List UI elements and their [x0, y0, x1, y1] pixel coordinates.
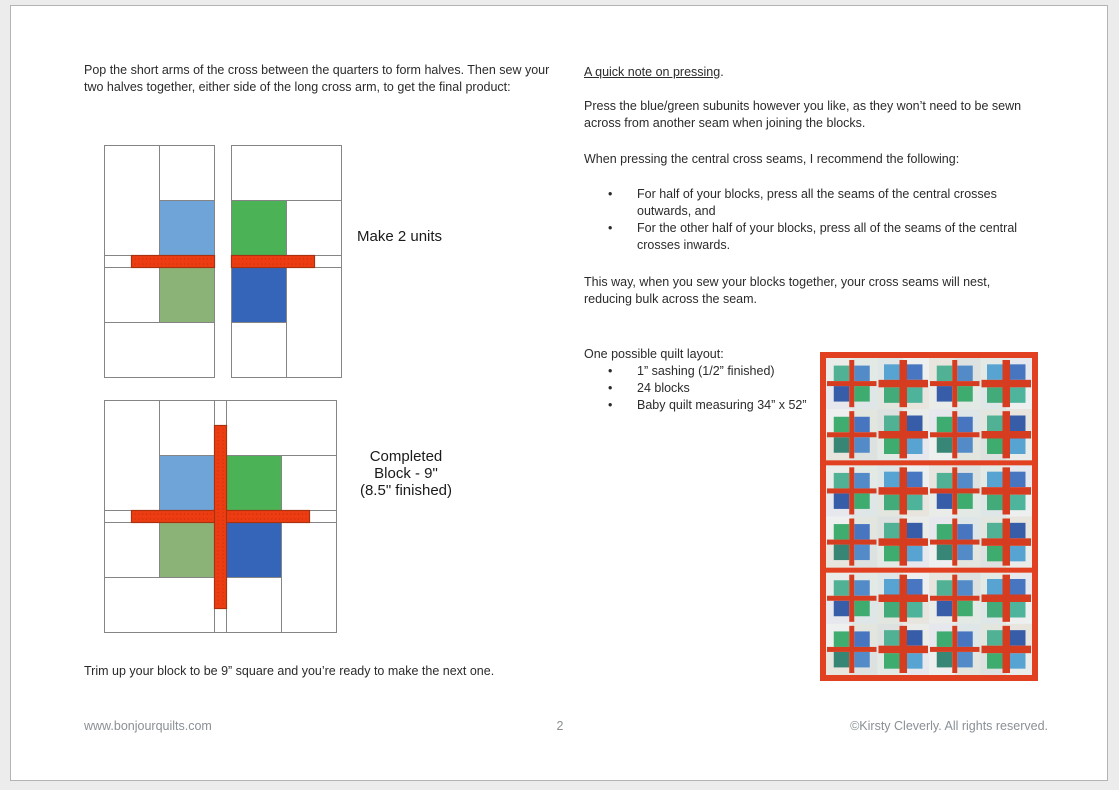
- intro-paragraph: Pop the short arms of the cross between the quarters to form halves. Then sew your two halves together, either side of the long cross arm, to get the final product:: [84, 63, 550, 94]
- pressing-heading: [584, 64, 1039, 81]
- completed-label-line1: Completed: [369, 448, 443, 465]
- list-item: [584, 363, 816, 380]
- pressing-bullet-list: [584, 186, 1042, 254]
- list-item: [584, 380, 816, 397]
- list-item: [584, 186, 1042, 220]
- list-item-text: For the other half of your blocks, press all of the seams of the central crosses inwards.: [637, 221, 1018, 252]
- bullet-glyph: •: [608, 364, 613, 378]
- bullet-glyph: •: [608, 221, 613, 235]
- pressing-heading-period: .: [720, 65, 724, 79]
- list-item: [584, 220, 1042, 254]
- layout-bullet-list: [584, 363, 816, 414]
- two-units-diagram: [104, 145, 342, 378]
- list-item: [584, 397, 816, 414]
- document-page: [10, 5, 1108, 781]
- bullet-glyph: •: [608, 187, 613, 201]
- completed-block-label: [336, 448, 476, 499]
- footer-copyright: ©Kirsty Cleverly. All rights reserved.: [850, 719, 1048, 733]
- completed-label-line2: Block - 9": [374, 465, 438, 482]
- pressing-paragraph-2: When pressing the central cross seams, I recommend the following:: [584, 152, 960, 166]
- bullet-glyph: •: [608, 381, 613, 395]
- list-item-text: 24 blocks: [637, 381, 690, 395]
- completed-label-line3: (8.5" finished): [359, 482, 453, 499]
- trim-paragraph: Trim up your block to be 9” square and you’re ready to make the next one.: [84, 664, 495, 678]
- list-item-text: Baby quilt measuring 34” x 52”: [637, 398, 807, 412]
- quilt-layout-image: [820, 352, 1038, 681]
- bullet-glyph: •: [608, 398, 613, 412]
- make-units-label: Make 2 units: [357, 228, 443, 245]
- pressing-heading-text: A quick note on pressing: [584, 65, 721, 79]
- layout-heading: One possible quilt layout:: [584, 347, 724, 361]
- list-item-text: For half of your blocks, press all the seams of the central crosses outwards, and: [637, 187, 997, 218]
- pressing-paragraph-3: This way, when you sew your blocks together, your cross seams will nest, reducing bulk across the seam.: [584, 275, 991, 306]
- footer-website: www.bonjourquilts.com: [84, 719, 212, 733]
- pressing-paragraph-1: Press the blue/green subunits however you like, as they won’t need to be sewn across from another seam when joining the blocks.: [584, 99, 1022, 130]
- footer-page-number: 2: [556, 719, 564, 733]
- list-item-text: 1” sashing (1/2” finished): [637, 364, 775, 378]
- completed-block-diagram: [104, 400, 337, 633]
